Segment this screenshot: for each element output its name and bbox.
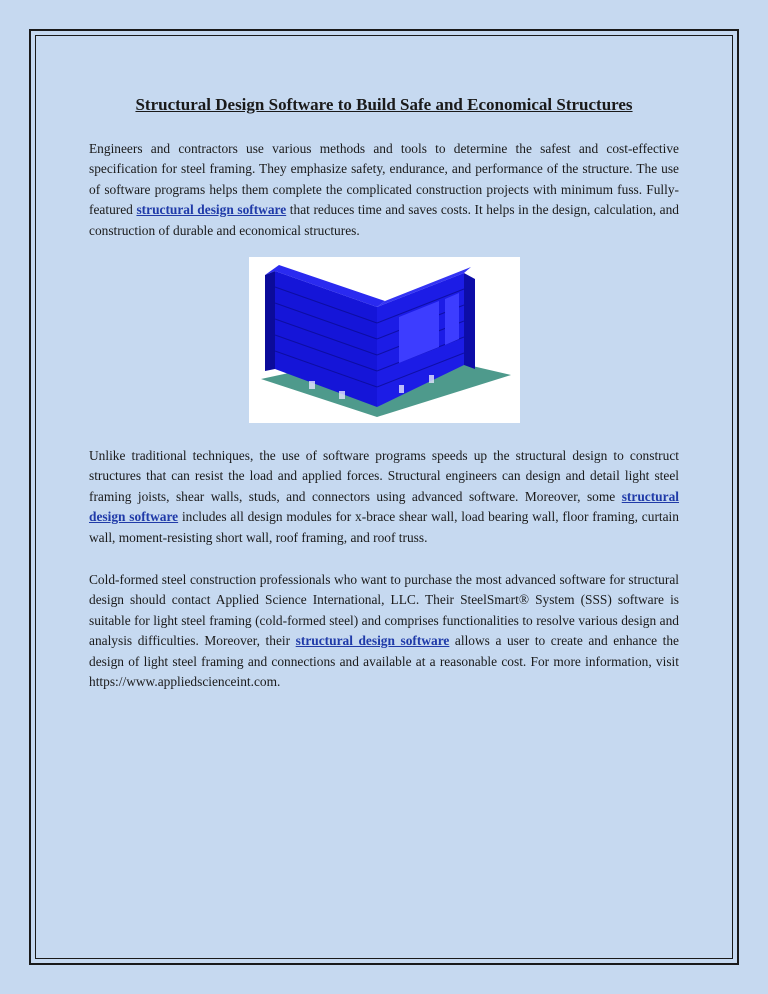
paragraph-contact-text-2: allows a user to create and enhance the design of light steel framing and connections and available at a reasonable cost. For more information, visit https://www.appliedscienceint.com. <box>89 633 679 690</box>
paragraph-intro-text-2: that reduces time and saves costs. It helps in the design, calculation, and construction of durable and economical structures. <box>89 202 679 238</box>
paragraph-software-benefits <box>89 446 679 548</box>
structural-design-software-link-3[interactable]: structural design software <box>295 633 450 649</box>
paragraph-intro-text-1: Engineers and contractors use various methods and tools to determine the safest and cost-effective specification for steel framing. They emphasize safety, endurance, and performance of the structure. The use of software programs helps them complete the complicated construction projects with minimum fuss. Fully-featured <box>89 141 679 218</box>
paragraph-intro <box>89 139 679 241</box>
document-body <box>89 92 679 693</box>
building-model-image <box>249 257 520 423</box>
paragraph-contact <box>89 570 679 692</box>
paragraph-contact-text-1: Cold-formed steel construction professionals who want to purchase the most advanced software for structural design should contact Applied Science International, LLC. Their SteelSmart® System (SSS) software is suitable for light steel framing (cold-formed steel) and comprises functionalities to resolve various design and analysis difficulties. Moreover, their <box>89 572 679 649</box>
paragraph-software-benefits-text-2: includes all design modules for x-brace shear wall, load bearing wall, floor framing, curtain wall, moment-resisting short wall, roof framing, and roof truss. <box>89 509 679 545</box>
page-title: Structural Design Software to Build Safe and Economical Structures <box>135 95 633 114</box>
structural-design-software-link-2[interactable]: structural design software <box>89 488 679 525</box>
structural-design-software-link-1[interactable]: structural design software <box>136 202 287 218</box>
paragraph-software-benefits-text-1: Unlike traditional techniques, the use of software programs speeds up the structural design to construct structures that can resist the load and applied forces. Structural engineers can design and detail light steel framing joists, shear walls, studs, and connectors using advanced software. Moreover, some <box>89 448 679 504</box>
